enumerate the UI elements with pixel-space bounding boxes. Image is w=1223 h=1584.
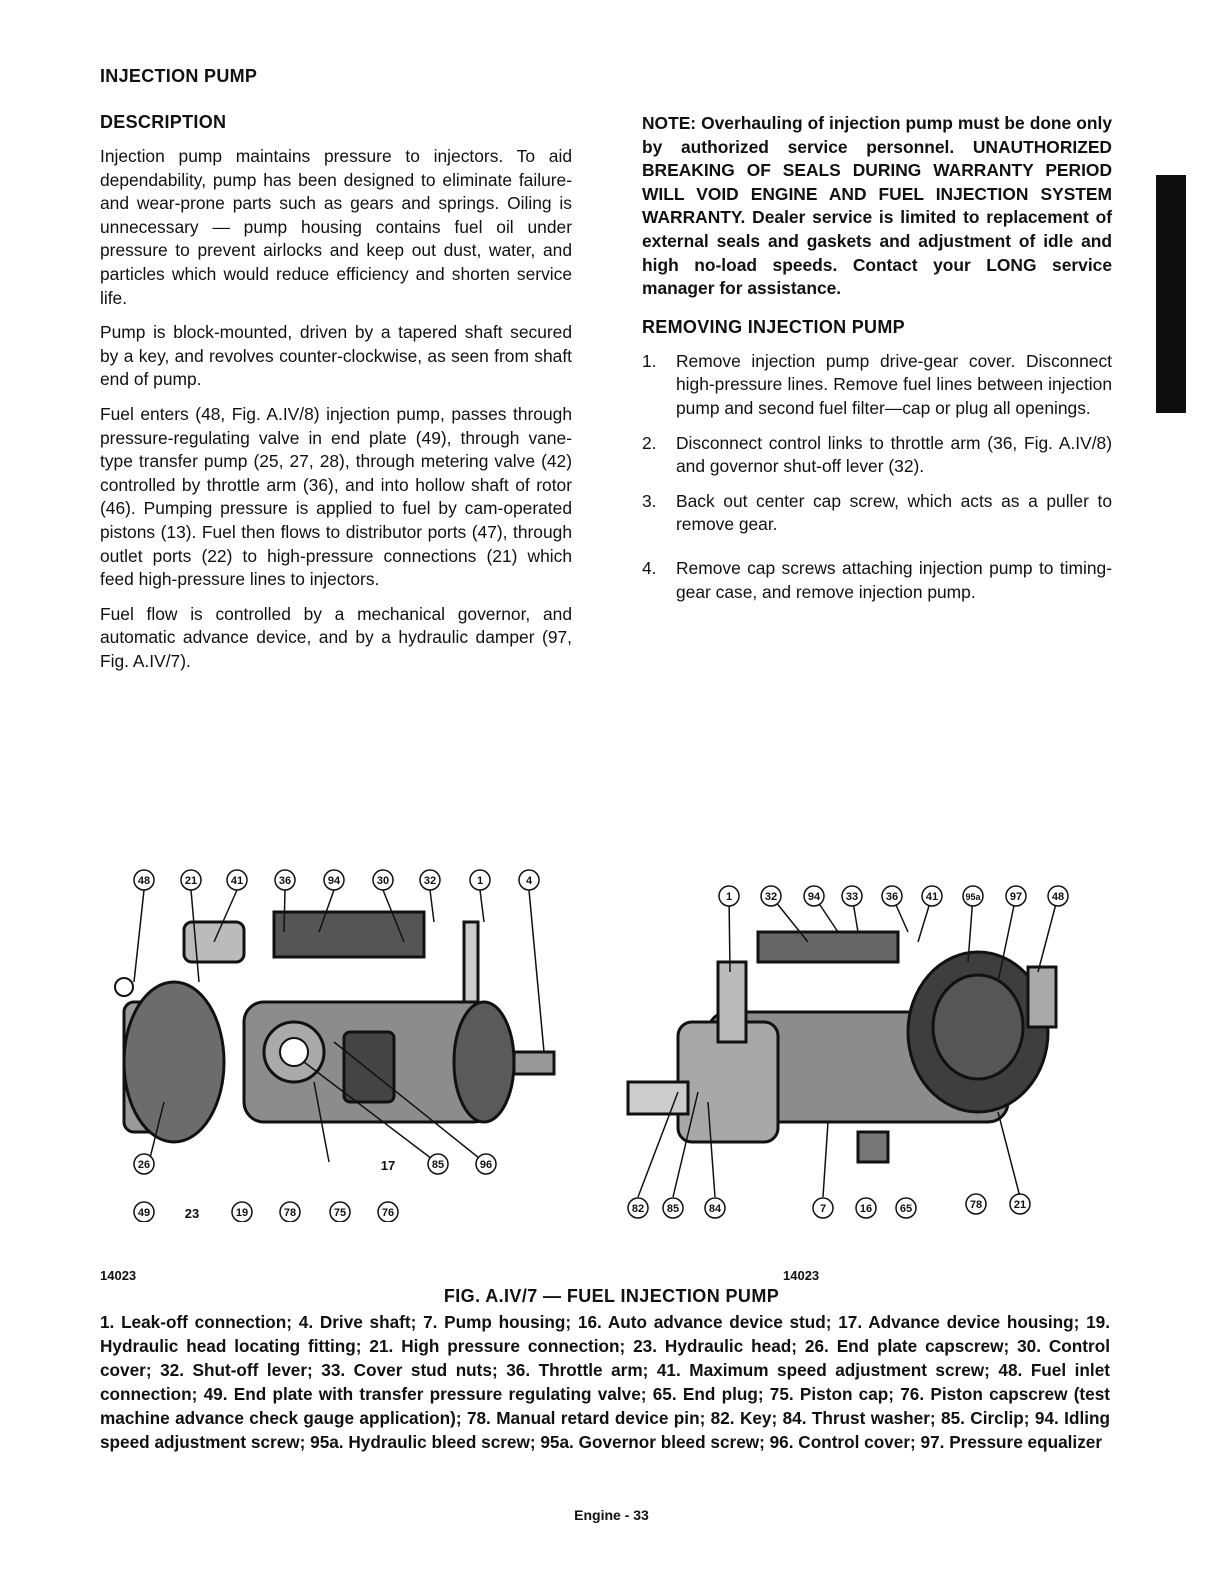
step-text: Remove injection pump drive-gear cover. Disconnect high-pressure lines. Remove fuel lines between injection pump and second fuel filter—cap or plug all openings.	[676, 350, 1112, 418]
callout-75	[330, 1202, 350, 1222]
removal-steps	[642, 350, 1112, 604]
svg-text:85: 85	[666, 1203, 680, 1215]
callout-84	[705, 1198, 725, 1218]
svg-text:1: 1	[476, 875, 484, 887]
callout-85	[428, 1154, 448, 1174]
svg-text:95a: 95a	[965, 892, 981, 902]
callout-65	[896, 1198, 916, 1218]
svg-text:41: 41	[925, 891, 939, 903]
right-column	[642, 112, 1112, 615]
warranty-note: NOTE: Overhauling of injection pump must be done only by authorized service personnel. UNAUTHORIZED BREAKING OF SEALS DURING WARRANTY PERIOD WILL VOID ENGINE AND FUEL INJECTION SYSTEM WARRANTY. Dealer service is limited to replacement of external seals and gaskets and adjustment of idle and high no-load speeds. Contact your LONG service manager for assistance.	[642, 113, 1112, 299]
svg-text:78: 78	[283, 1207, 297, 1219]
svg-text:48: 48	[1051, 891, 1065, 903]
callout-78	[280, 1202, 300, 1222]
callout-33	[842, 886, 862, 906]
callout-41	[227, 870, 247, 890]
step-number: 2.	[642, 432, 657, 453]
callout-1	[470, 870, 490, 890]
svg-text:49: 49	[137, 1207, 151, 1219]
svg-text:78: 78	[969, 1199, 983, 1211]
svg-text:23: 23	[184, 1206, 200, 1221]
pump-drawing-right	[618, 862, 1088, 1222]
svg-text:65: 65	[899, 1203, 913, 1215]
svg-text:82: 82	[631, 1203, 645, 1215]
svg-text:94: 94	[807, 891, 821, 903]
step-number: 1.	[642, 350, 657, 371]
callout-32	[761, 886, 781, 906]
callout-94	[324, 870, 344, 890]
callout-94	[804, 886, 824, 906]
removing-heading: REMOVING INJECTION PUMP	[642, 316, 905, 337]
step-number: 4.	[642, 557, 657, 578]
callout-78	[966, 1194, 986, 1214]
svg-text:75: 75	[333, 1207, 347, 1219]
callout-1	[719, 886, 739, 906]
svg-text:36: 36	[885, 891, 899, 903]
callout-96	[476, 1154, 496, 1174]
step-text: Remove cap screws attaching injection pump to timing-gear case, and remove injection pump.	[676, 557, 1112, 602]
svg-text:16: 16	[859, 1203, 873, 1215]
description-paragraph: Fuel enters (48, Fig. A.IV/8) injection pump, passes through pressure-regulating valve in end plate (49), through vane-type transfer pump (25, 27, 28), through metering valve (42) controlled by throttle arm (36), and into hollow shaft of rotor (46). Pumping pressure is applied to fuel by cam-operated pistons (13). Fuel then flows to distributor ports (47), through outlet ports (22) to high-pressure connections (21) which feed high-pressure lines to injectors.	[100, 403, 572, 590]
figure-caption: 1. Leak-off connection; 4. Drive shaft; 7. Pump housing; 16. Auto advance device stud; 17. Advance device housing; 19. Hydraulic head locating fitting; 21. High pressure connection; 23. Hydraulic head; 26. End plate capscrew; 30. Control cover; 32. Shut-off lever; 33. Cover stud nuts; 36. Throttle arm; 41. Maximum speed adjustment screw; 48. Fuel inlet connection; 49. End plate with transfer pressure regulating valve; 65. End plug; 75. Piston cap; 76. Piston capscrew (test machine advance check gauge application); 78. Manual retard device pin; 82. Key; 84. Thrust washer; 85. Circlip; 94. Idling speed adjustment screw; 95a. Hydraulic bleed screw; 95a. Governor bleed screw; 96. Control cover; 97. Pressure equalizer	[100, 1312, 1110, 1452]
svg-text:19: 19	[235, 1207, 249, 1219]
figure-title: FIG. A.IV/7 — FUEL INJECTION PUMP	[443, 1286, 780, 1306]
svg-text:94: 94	[327, 875, 341, 887]
description-paragraph: Injection pump maintains pressure to injectors. To aid dependability, pump has been designed to eliminate failure- and wear-prone parts such as gears and springs. Oiling is unnecessary — pump housing contains fuel oil under pressure to prevent airlocks and keep out dust, water, and particles which would reduce efficiency and shorten service life.	[100, 146, 572, 308]
svg-text:4: 4	[525, 875, 533, 887]
callout-85	[663, 1198, 683, 1218]
step-text: Back out center cap screw, which acts as a puller to remove gear.	[676, 490, 1112, 535]
svg-text:32: 32	[423, 875, 437, 887]
callout-21	[1010, 1194, 1030, 1214]
callout-49	[134, 1202, 154, 1222]
pump-illustration-left	[104, 862, 564, 1222]
figure-code-right: 14023	[783, 1268, 820, 1283]
removal-step	[642, 432, 1112, 479]
callout-82	[628, 1198, 648, 1218]
page-footer: Engine - 33	[574, 1507, 649, 1523]
callout-21	[181, 870, 201, 890]
callout-19	[232, 1202, 252, 1222]
svg-text:33: 33	[845, 891, 859, 903]
svg-text:1: 1	[725, 891, 733, 903]
callout-95a	[963, 886, 983, 906]
svg-text:85: 85	[431, 1159, 445, 1171]
pump-drawing-left	[104, 862, 564, 1222]
svg-text:36: 36	[278, 875, 292, 887]
svg-text:32: 32	[764, 891, 778, 903]
callout-36	[882, 886, 902, 906]
removal-step	[642, 490, 1112, 537]
callout-23	[185, 1206, 199, 1221]
svg-text:7: 7	[819, 1203, 827, 1215]
step-text: Disconnect control links to throttle arm (36, Fig. A.IV/8) and governor shut-off lever (32).	[676, 432, 1112, 477]
callout-32	[420, 870, 440, 890]
callout-97	[1006, 886, 1026, 906]
callout-7	[813, 1198, 833, 1218]
svg-text:21: 21	[184, 875, 198, 887]
callout-30	[373, 870, 393, 890]
callout-36	[275, 870, 295, 890]
callout-4	[519, 870, 539, 890]
svg-text:97: 97	[1009, 891, 1023, 903]
callout-26	[134, 1154, 154, 1174]
section-thumb-tab	[1156, 175, 1186, 413]
step-number: 3.	[642, 490, 657, 511]
description-paragraph: Fuel flow is controlled by a mechanical governor, and automatic advance device, and by a hydraulic damper (97, Fig. A.IV/7).	[100, 603, 572, 671]
svg-text:84: 84	[708, 1203, 722, 1215]
description-paragraph: Pump is block-mounted, driven by a tapered shaft secured by a key, and revolves counter-clockwise, as seen from shaft end of pump.	[100, 322, 572, 390]
description-heading: DESCRIPTION	[100, 112, 227, 132]
left-column	[100, 112, 572, 684]
svg-text:41: 41	[230, 875, 244, 887]
svg-text:30: 30	[376, 875, 390, 887]
svg-text:96: 96	[479, 1159, 493, 1171]
svg-text:21: 21	[1013, 1199, 1027, 1211]
svg-text:26: 26	[137, 1159, 151, 1171]
removal-step	[642, 350, 1112, 421]
callout-16	[856, 1198, 876, 1218]
figure-code-left: 14023	[100, 1268, 137, 1283]
svg-text:17: 17	[380, 1158, 396, 1173]
callout-17	[381, 1158, 395, 1173]
pump-illustration-right	[618, 862, 1088, 1222]
callout-48	[1048, 886, 1068, 906]
callout-48	[134, 870, 154, 890]
callout-41	[922, 886, 942, 906]
callout-76	[378, 1202, 398, 1222]
svg-text:76: 76	[381, 1207, 395, 1219]
svg-text:48: 48	[137, 875, 151, 887]
page-title: INJECTION PUMP	[100, 66, 258, 86]
removal-step	[642, 557, 1112, 604]
